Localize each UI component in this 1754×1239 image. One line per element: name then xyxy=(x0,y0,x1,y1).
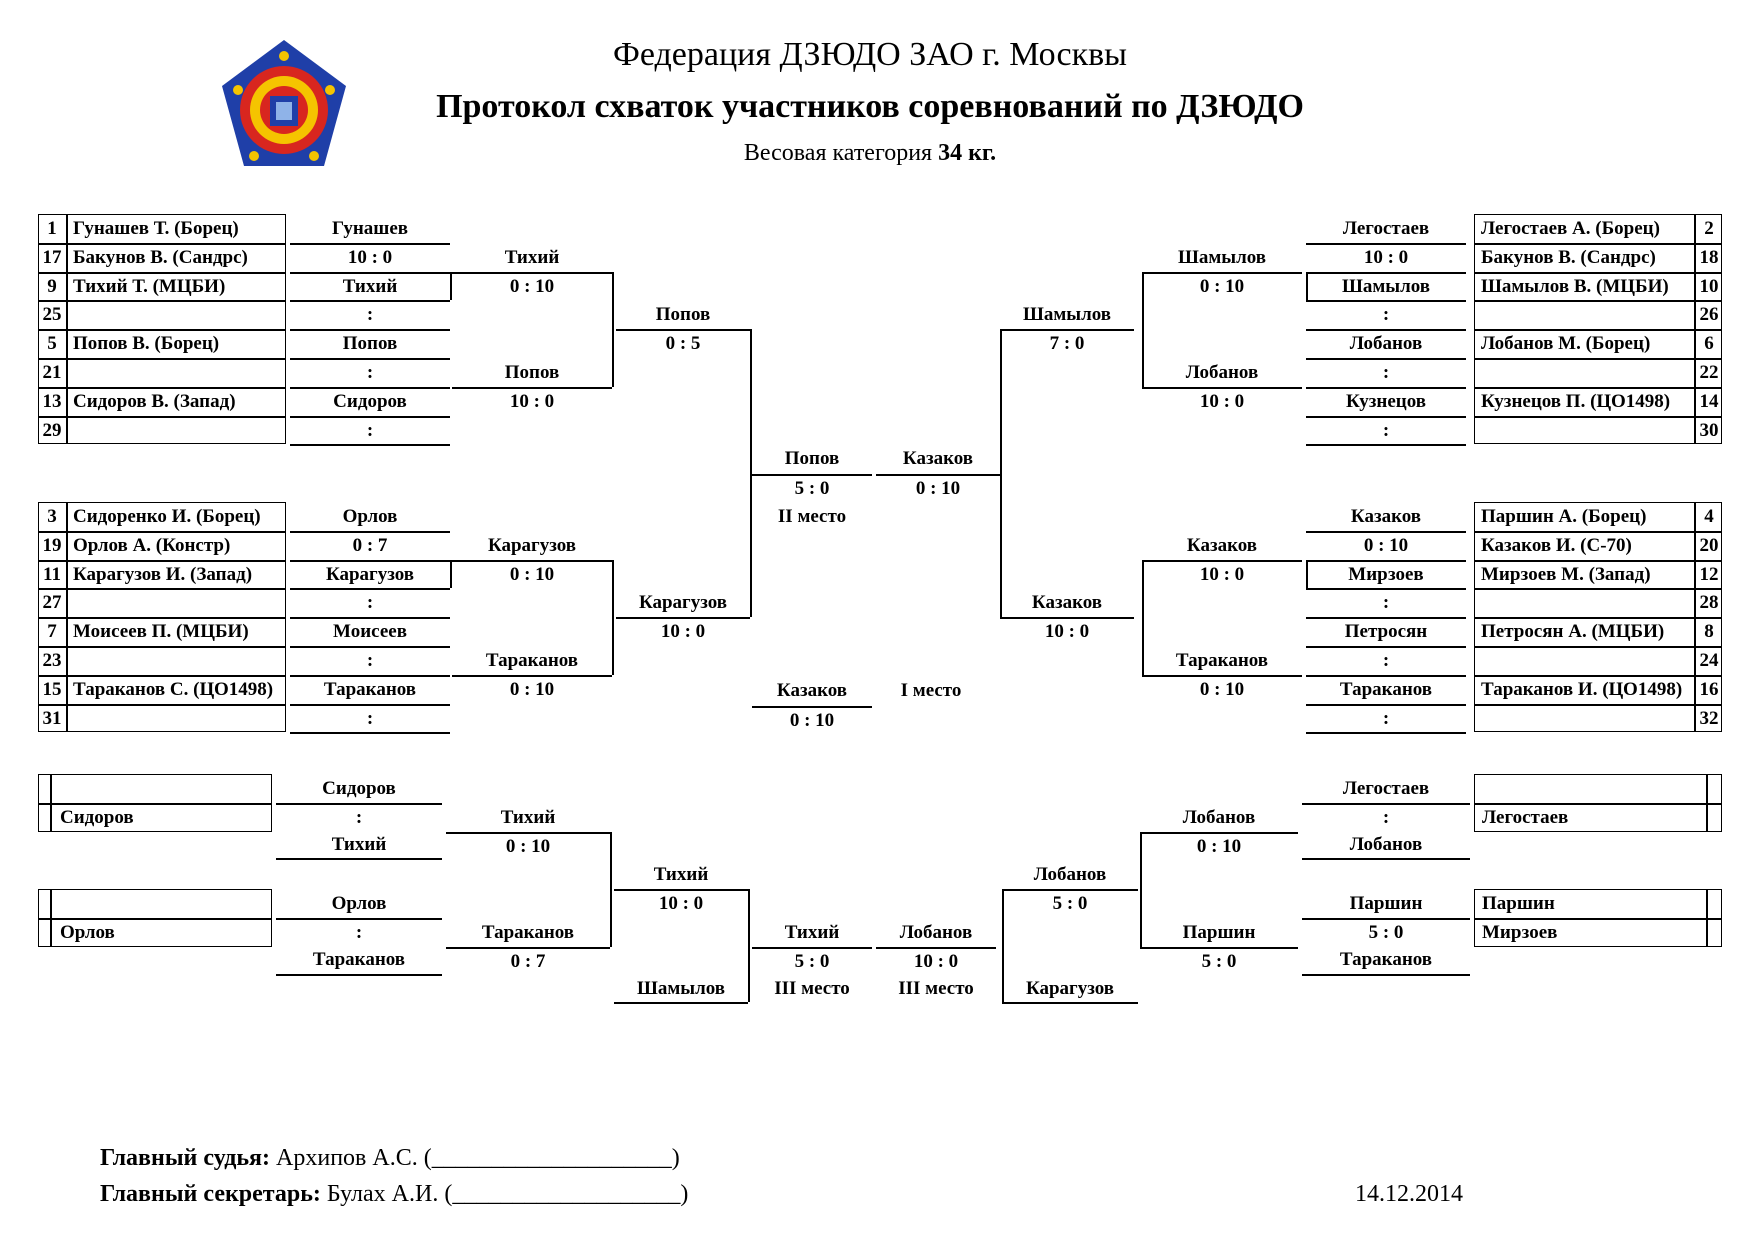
seed-number: 10 xyxy=(1699,275,1719,297)
bracket-line xyxy=(290,646,450,648)
third-place-label: III место xyxy=(898,977,974,999)
seed-number: 18 xyxy=(1699,246,1719,268)
bracket-line xyxy=(1142,387,1302,389)
seed-number: 12 xyxy=(1699,563,1719,585)
participant-name: Паршин А. (Борец) xyxy=(1481,506,1647,527)
bracket-line xyxy=(450,272,452,301)
repechage-r3-bottom: Шамылов xyxy=(636,977,726,999)
bracket-line xyxy=(1474,300,1722,302)
bracket-line xyxy=(1000,617,1134,619)
bracket-line xyxy=(1000,329,1134,331)
bracket-line xyxy=(38,272,286,274)
bracket-line xyxy=(38,300,286,302)
round1-score: : xyxy=(1382,650,1390,671)
federation-logo xyxy=(218,38,350,170)
semifinal-left-winner: Попов xyxy=(784,448,840,469)
repechage-r1-top: Легостаев xyxy=(1342,778,1430,799)
bracket-line xyxy=(38,416,286,418)
round1-loser: Кузнецов xyxy=(1345,390,1427,412)
round1-winner: Петросян xyxy=(1344,621,1428,643)
bracket-line xyxy=(1474,803,1722,805)
bracket-line xyxy=(1474,560,1722,562)
seed-number: 5 xyxy=(47,333,57,355)
bracket-line xyxy=(290,387,450,389)
bracket-line xyxy=(752,706,872,708)
round1-winner: Гунашев xyxy=(331,218,409,239)
bracket-line xyxy=(38,560,286,562)
round1-score: 0 : 10 xyxy=(1363,534,1409,556)
round2-winner: Шамылов xyxy=(1177,246,1267,268)
repechage-r1-score: : xyxy=(1382,806,1390,828)
bracket-line xyxy=(612,560,614,675)
bracket-line xyxy=(276,803,442,805)
bracket-line xyxy=(1474,387,1722,389)
bracket-line xyxy=(1474,918,1722,920)
seed-number: 22 xyxy=(1699,362,1719,383)
round2-score: 0 : 10 xyxy=(509,563,555,585)
repechage-r2-score: 5 : 0 xyxy=(1201,950,1237,972)
participant-name: Тараканов С. (ЦО1498) xyxy=(73,678,274,700)
round2-winner: Тараканов xyxy=(1175,650,1269,671)
bracket-line xyxy=(450,560,452,589)
seed-number: 1 xyxy=(47,218,57,239)
bracket-line xyxy=(616,329,750,331)
document-title: Протокол схваток участников соревнований по ДЗЮДО xyxy=(436,88,1304,125)
round1-score: : xyxy=(1382,304,1390,326)
participant-name: Казаков И. (С-70) xyxy=(1481,534,1632,556)
round2-score: 0 : 10 xyxy=(1199,275,1245,297)
round3-score: 0 : 5 xyxy=(665,333,701,355)
round1-winner: Легостаев xyxy=(1342,218,1430,239)
seed-number: 20 xyxy=(1699,534,1719,556)
repechage-r1-top: Сидоров xyxy=(322,778,396,799)
participant-name: Тихий Т. (МЦБИ) xyxy=(73,275,226,297)
bracket-line xyxy=(1474,588,1722,590)
bracket-line xyxy=(38,704,286,706)
repechage-r3-winner: Тихий xyxy=(653,864,709,886)
chief-secretary-line xyxy=(100,1181,688,1208)
round2-winner: Карагузов xyxy=(487,534,577,556)
repechage-r2-winner: Тараканов xyxy=(481,922,575,943)
round2-winner: Лобанов xyxy=(1185,362,1259,383)
bracket-line xyxy=(876,474,1000,476)
bracket-line xyxy=(290,358,450,360)
repechage-r2-winner: Лобанов xyxy=(1182,806,1256,828)
round3-score: 7 : 0 xyxy=(1049,333,1085,355)
bracket-line xyxy=(1474,646,1722,648)
round1-score: 0 : 7 xyxy=(352,534,388,556)
bronze-left-score: 5 : 0 xyxy=(794,950,830,972)
bracket-line xyxy=(38,387,286,389)
bronze-left-winner: Тихий xyxy=(784,922,840,943)
bracket-line xyxy=(1306,444,1466,446)
repechage-r3-score: 5 : 0 xyxy=(1052,893,1088,915)
seed-number: 17 xyxy=(42,246,62,268)
bracket-line xyxy=(1140,947,1298,949)
chief-judge-name: Архипов А.С. (____________________) xyxy=(276,1145,680,1171)
participant-name: Попов В. (Борец) xyxy=(73,333,220,355)
bracket-line xyxy=(1306,358,1466,360)
round1-score: : xyxy=(366,707,374,729)
seed-number: 29 xyxy=(42,419,62,441)
repechage-entry: Сидоров xyxy=(60,806,134,828)
bracket-line xyxy=(752,947,872,949)
round1-loser: Тараканов xyxy=(1339,678,1433,700)
bracket-line xyxy=(752,474,872,476)
bracket-line xyxy=(1302,918,1470,920)
repechage-r2-score: 0 : 10 xyxy=(1196,835,1242,857)
seed-number: 14 xyxy=(1699,390,1719,412)
repechage-r3-score: 10 : 0 xyxy=(658,893,704,915)
bracket-line xyxy=(1306,329,1466,331)
repechage-entry: Паршин xyxy=(1482,893,1555,915)
bracket-line xyxy=(1002,889,1004,1002)
bracket-line xyxy=(38,358,286,360)
repechage-r1-top: Паршин xyxy=(1349,893,1423,915)
participant-name: Орлов А. (Констр) xyxy=(73,534,231,556)
seed-number: 27 xyxy=(42,592,62,614)
bracket-line xyxy=(452,387,612,389)
bracket-line xyxy=(1306,531,1466,533)
participant-name: Бакунов В. (Сандрс) xyxy=(1481,246,1656,268)
round1-score: : xyxy=(366,650,374,671)
participant-name: Гунашев Т. (Борец) xyxy=(73,218,239,239)
bracket-line xyxy=(446,832,610,834)
bracket-line xyxy=(290,243,450,245)
bracket-line xyxy=(290,300,450,302)
bracket-line xyxy=(290,704,450,706)
round3-winner: Попов xyxy=(655,304,711,326)
chief-judge-label: Главный судья: xyxy=(100,1145,271,1171)
bracket-line xyxy=(1474,531,1722,533)
round1-loser: Мирзоев xyxy=(1348,563,1424,585)
bracket-line xyxy=(1306,617,1466,619)
chief-judge-line xyxy=(100,1145,680,1172)
round1-score: : xyxy=(366,419,374,441)
round3-winner: Казаков xyxy=(1031,592,1103,614)
bracket-line xyxy=(290,444,450,446)
repechage-entry: Мирзоев xyxy=(1482,922,1558,943)
bracket-line xyxy=(614,889,748,891)
bracket-line xyxy=(38,588,286,590)
bracket-line xyxy=(1474,675,1722,677)
round1-winner: Попов xyxy=(342,333,398,355)
round2-score: 10 : 0 xyxy=(1199,390,1245,412)
seed-number: 31 xyxy=(42,707,62,729)
bracket-line xyxy=(614,1002,748,1004)
round1-winner: Орлов xyxy=(342,506,398,527)
semifinal-left-score: 5 : 0 xyxy=(794,478,830,499)
participant-name: Мирзоев М. (Запад) xyxy=(1481,563,1651,585)
participant-name: Моисеев П. (МЦБИ) xyxy=(73,621,249,643)
round3-winner: Карагузов xyxy=(638,592,728,614)
bracket-line xyxy=(452,560,612,562)
repechage-entry: Легостаев xyxy=(1482,806,1569,828)
bracket-line xyxy=(1306,704,1466,706)
repechage-r3-bottom: Карагузов xyxy=(1025,977,1115,999)
repechage-r1-score: 5 : 0 xyxy=(1368,922,1404,943)
round2-score: 0 : 10 xyxy=(509,275,555,297)
round1-score: : xyxy=(1382,362,1390,383)
repechage-entry: Орлов xyxy=(60,922,115,943)
round3-score: 10 : 0 xyxy=(660,621,706,643)
seed-number: 32 xyxy=(1699,707,1719,729)
seed-number: 28 xyxy=(1699,592,1719,614)
bracket-line xyxy=(38,918,272,920)
category-value: 34 кг. xyxy=(938,140,997,166)
bracket-line xyxy=(1474,329,1722,331)
bracket-line xyxy=(38,646,286,648)
bracket-line xyxy=(452,272,612,274)
bracket-line xyxy=(290,329,450,331)
bracket-line xyxy=(276,918,442,920)
bracket-line xyxy=(1302,974,1470,976)
seed-number: 7 xyxy=(47,621,57,643)
seed-number: 23 xyxy=(42,650,62,671)
bracket-line xyxy=(452,675,612,677)
bracket-line xyxy=(38,329,286,331)
bronze-right-score: 10 : 0 xyxy=(913,950,959,972)
bracket-line xyxy=(1140,832,1142,947)
repechage-r1-score: : xyxy=(355,922,363,943)
bracket-line xyxy=(1474,704,1722,706)
repechage-r1-score: : xyxy=(355,806,363,828)
round1-score: 10 : 0 xyxy=(347,246,393,268)
round1-loser: Тараканов xyxy=(323,678,417,700)
round1-loser: Карагузов xyxy=(325,563,415,585)
participant-name: Сидоров В. (Запад) xyxy=(73,390,236,412)
round1-score: : xyxy=(1382,592,1390,614)
seed-number: 16 xyxy=(1699,678,1719,700)
chief-secretary-name: Булах А.И. (___________________) xyxy=(326,1181,689,1207)
participant-name: Шамылов В. (МЦБИ) xyxy=(1481,275,1669,297)
bracket-line xyxy=(1474,416,1722,418)
bracket-line xyxy=(290,416,450,418)
round2-score: 0 : 10 xyxy=(509,678,555,700)
round2-score: 10 : 0 xyxy=(1199,563,1245,585)
seed-number: 30 xyxy=(1699,419,1719,441)
bracket-line xyxy=(1306,588,1466,590)
bracket-line xyxy=(38,531,286,533)
semifinal-right-winner: Казаков xyxy=(902,448,974,469)
bracket-line xyxy=(1474,243,1722,245)
participant-name: Лобанов М. (Борец) xyxy=(1481,333,1651,355)
bracket-line xyxy=(1306,675,1466,677)
final-score: 0 : 10 xyxy=(789,710,835,731)
round1-winner: Лобанов xyxy=(1349,333,1423,355)
bracket-line xyxy=(1302,858,1470,860)
bracket-line xyxy=(446,947,610,949)
bracket-line xyxy=(1474,617,1722,619)
bracket-line xyxy=(290,617,450,619)
federation-title: Федерация ДЗЮДО ЗАО г. Москвы xyxy=(612,36,1128,73)
bracket-line xyxy=(1306,732,1466,734)
round3-winner: Шамылов xyxy=(1022,304,1112,326)
bracket-line xyxy=(1302,803,1470,805)
bracket-line xyxy=(876,947,996,949)
seed-number: 8 xyxy=(1704,621,1714,643)
round2-score: 0 : 10 xyxy=(1199,678,1245,700)
round1-loser: Шамылов xyxy=(1341,275,1431,297)
bracket-line xyxy=(276,858,442,860)
bracket-line xyxy=(1142,675,1302,677)
round2-score: 10 : 0 xyxy=(509,390,555,412)
repechage-r1-bottom: Лобанов xyxy=(1349,833,1423,855)
protocol-date: 14.12.2014 xyxy=(1355,1181,1463,1207)
participant-name: Кузнецов П. (ЦО1498) xyxy=(1481,390,1671,412)
round3-score: 10 : 0 xyxy=(1044,621,1090,643)
chief-secretary-label: Главный секретарь: xyxy=(100,1181,321,1207)
bracket-line xyxy=(1474,272,1722,274)
bracket-line xyxy=(1306,387,1466,389)
repechage-r3-winner: Лобанов xyxy=(1033,864,1107,886)
bracket-line xyxy=(1306,272,1466,274)
bracket-line xyxy=(1306,300,1466,302)
round2-winner: Тараканов xyxy=(485,650,579,671)
round1-loser: Сидоров xyxy=(333,390,407,412)
participant-name: Карагузов И. (Запад) xyxy=(73,563,253,585)
repechage-r1-bottom: Тараканов xyxy=(312,948,406,970)
seed-number: 2 xyxy=(1704,218,1714,239)
round1-score: 10 : 0 xyxy=(1363,246,1409,268)
participant-name: Сидоренко И. (Борец) xyxy=(73,506,261,527)
bracket-line xyxy=(1142,272,1302,274)
bracket-line xyxy=(1002,1002,1138,1004)
second-place-label: II место xyxy=(777,506,847,527)
bracket-line xyxy=(290,272,450,274)
weight-category xyxy=(560,140,1180,167)
bracket-line xyxy=(1306,560,1466,562)
bracket-line xyxy=(38,675,286,677)
participant-name: Петросян А. (МЦБИ) xyxy=(1481,621,1665,643)
bracket-line xyxy=(1000,329,1002,617)
round2-winner: Тихий xyxy=(504,246,560,268)
bracket-line xyxy=(290,675,450,677)
round1-score: : xyxy=(1382,419,1390,441)
participant-name: Тараканов И. (ЦО1498) xyxy=(1481,678,1683,700)
bracket-line xyxy=(1306,243,1466,245)
bracket-line xyxy=(1140,832,1298,834)
round1-score: : xyxy=(366,362,374,383)
bracket-line xyxy=(290,588,450,590)
repechage-r1-bottom: Тараканов xyxy=(1339,948,1433,970)
seed-number: 15 xyxy=(42,678,62,700)
seed-number: 3 xyxy=(47,506,57,527)
semifinal-right-score: 0 : 10 xyxy=(915,478,961,499)
category-prefix: Весовая категория xyxy=(743,140,933,166)
bracket-line xyxy=(276,974,442,976)
repechage-r1-bottom: Тихий xyxy=(331,833,387,855)
round1-winner: Казаков xyxy=(1350,506,1422,527)
bracket-line xyxy=(38,243,286,245)
round2-winner: Попов xyxy=(504,362,560,383)
seed-number: 19 xyxy=(42,534,62,556)
repechage-r2-score: 0 : 7 xyxy=(510,950,546,972)
seed-number: 25 xyxy=(42,304,62,326)
bracket-line xyxy=(1306,646,1466,648)
bracket-line xyxy=(1474,358,1722,360)
round1-winner: Моисеев xyxy=(333,621,407,643)
bracket-line xyxy=(290,531,450,533)
seed-number: 9 xyxy=(47,275,57,297)
round1-loser: Тихий xyxy=(342,275,398,297)
seed-number: 11 xyxy=(43,563,61,585)
participant-name: Бакунов В. (Сандрс) xyxy=(73,246,248,268)
round1-score: : xyxy=(366,592,374,614)
bracket-line xyxy=(38,803,272,805)
seed-number: 4 xyxy=(1704,506,1714,527)
bracket-line xyxy=(1306,272,1308,301)
seed-number: 13 xyxy=(42,390,62,412)
seed-number: 6 xyxy=(1704,333,1714,355)
bracket-line xyxy=(1306,416,1466,418)
bracket-line xyxy=(290,560,450,562)
bronze-right-winner: Лобанов xyxy=(899,922,973,943)
first-place-label: I место xyxy=(900,680,962,701)
bracket-line xyxy=(1002,889,1138,891)
third-place-label: III место xyxy=(774,977,850,999)
seed-number: 21 xyxy=(42,362,62,383)
bracket-line xyxy=(38,617,286,619)
bracket-line xyxy=(616,617,750,619)
repechage-r2-winner: Паршин xyxy=(1182,922,1256,943)
bracket-line xyxy=(610,832,612,947)
final-winner: Казаков xyxy=(776,680,848,701)
round2-winner: Казаков xyxy=(1186,534,1258,556)
repechage-r2-winner: Тихий xyxy=(500,806,556,828)
repechage-r1-top: Орлов xyxy=(331,893,387,915)
participant-name: Легостаев А. (Борец) xyxy=(1481,218,1660,239)
seed-number: 26 xyxy=(1699,304,1719,326)
round1-score: : xyxy=(1382,707,1390,729)
bracket-line xyxy=(1142,560,1302,562)
bracket-line xyxy=(748,889,750,1002)
repechage-r2-score: 0 : 10 xyxy=(505,835,551,857)
bracket-line xyxy=(612,272,614,387)
seed-number: 24 xyxy=(1699,650,1719,671)
bracket-line xyxy=(290,732,450,734)
bracket-line xyxy=(1306,560,1308,589)
round1-score: : xyxy=(366,304,374,326)
